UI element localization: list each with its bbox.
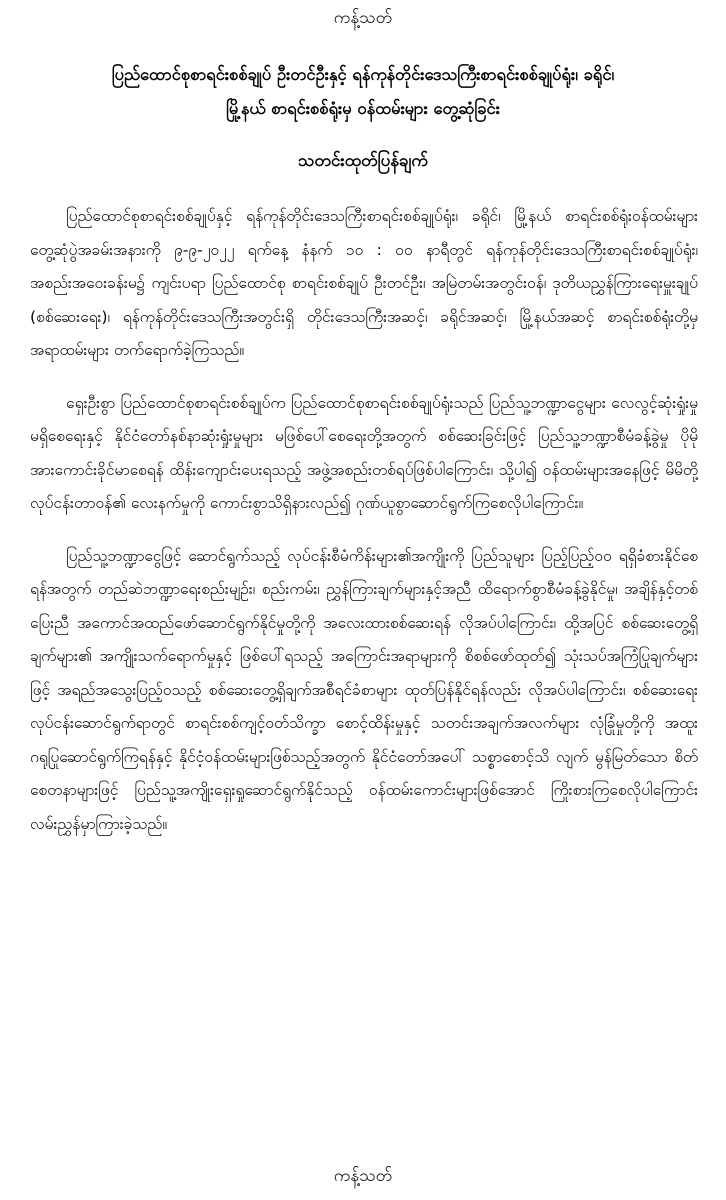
paragraph-3: ပြည်သူ့ဘဏ္ဍာငွေဖြင့် ဆောင်ရွက်သည့် လုပ်ငန်းစီမံကိန်းများ၏အကျိုးကို ပြည်သူများ ပြည့်ပြည့်ဝဝ ရရှိခံစားနိုင်စေရန်အတွက် တည်ဆဲဘဏ္ဍာရေးစည်းမျဉ်း၊ စည်းကမ်း၊ ညွှန်ကြားချက်များနှင့်အညီ ထိရောက်စွာစီမံခန့်ခွဲနိုင်မှု၊ အချိန်နှင့်တစ်ပြေးညီ အကောင်အထည်ဖော်ဆောင်ရွက်နိုင်မှုတို့ကို အလေးထားစစ်ဆေးရန် လိုအပ်ပါကြောင်း၊ ထို့အပြင် စစ်ဆေးတွေ့ရှိချက်များ၏ အကျိုးသက်ရောက်မှုနှင့် ဖြစ်ပေါ်ရသည့် အကြောင်းအရာများကို စိစစ်ဖော်ထုတ်၍ သုံးသပ်အကြံပြုချက်များဖြင့် အရည်အသွေးပြည့်ဝသည့် စစ်ဆေးတွေ့ရှိချက်အစီရင်ခံစာများ ထုတ်ပြန်နိုင်ရန်လည်း လိုအပ်ပါကြောင်း၊ စစ်ဆေးရေးလုပ်ငန်းဆောင်ရွက်ရာတွင် စာရင်းစစ်ကျင့်ဝတ်သိက္ခာ စောင့်ထိန်းမှုနှင့် သတင်းအချက်အလက်များ လုံခြုံမှုတို့ကို အထူးဂရုပြုဆောင်ရွက်ကြရန်နှင့် နိုင်ငံ့ဝန်ထမ်းများဖြစ်သည့်အတွက် နိုင်ငံတော်အပေါ် သစ္စာစောင့်သိ လျက် မွန်မြတ်သော စိတ်စေတနာများဖြင့် ပြည်သူ့အကျိုးရှေးရှုဆောင်ရွက်နိုင်သည့် ဝန်ထမ်းကောင်းများဖြစ်အောင် ကြိုးစားကြစေလိုပါကြောင်း လမ်းညွှန်မှာကြားခဲ့သည်။ — [30, 546, 698, 833]
document-body — [30, 200, 698, 860]
document-subtitle: သတင်းထုတ်ပြန်ချက် — [298, 151, 428, 171]
paragraph-2: ရှေးဦးစွာ ပြည်ထောင်စုစာရင်းစစ်ချုပ်က ပြည်ထောင်စုစာရင်းစစ်ချုပ်ရုံးသည် ပြည်သူ့ဘဏ္ဍာငွေများ လေလွင့်ဆုံးရှုံးမှုမရှိစေရေးနှင့် နိုင်ငံတော်နစ်နာဆုံးရှုံးမှုများ မဖြစ်ပေါ်စေရေးတို့အတွက် စစ်ဆေးခြင်းဖြင့် ပြည်သူ့ဘဏ္ဍာစီမံခန့်ခွဲမှု ပိုမိုအားကောင်းခိုင်မာစေရန် ထိန်းကျောင်းပေးရသည့် အဖွဲ့အစည်းတစ်ရပ်ဖြစ်ပါကြောင်း၊ သို့ပါ၍ ဝန်ထမ်းများအနေဖြင့် မိမိတို့လုပ်ငန်းတာဝန်၏ လေးနက်မှုကို ကောင်းစွာသိရှိနားလည်၍ ဂုဏ်ယူစွာဆောင်ရွက်ကြစေလိုပါကြောင်း။ — [30, 393, 698, 512]
paragraph-1: ပြည်ထောင်စုစာရင်းစစ်ချုပ်နှင့် ရန်ကုန်တိုင်းဒေသကြီးစာရင်းစစ်ချုပ်ရုံး၊ ခရိုင်၊ မြို့နယ် စာရင်းစစ်ရုံးဝန်ထမ်းများ တွေ့ဆုံပွဲအခမ်းအနားကို ၉-၉-၂၀၂၂ ရက်နေ့ နံနက် ၁၀ : ၀၀ နာရီတွင် ရန်ကုန်တိုင်းဒေသကြီးစာရင်းစစ်ချုပ်ရုံး၊ အစည်းအဝေးခန်းမ၌ ကျင်းပရာ ပြည်ထောင်စု စာရင်းစစ်ချုပ် ဦးတင်ဦး၊ အမြဲတမ်းအတွင်းဝန်၊ ဒုတိယညွှန်ကြားရေးမှူးချုပ် (စစ်ဆေးရေး)၊ ရန်ကုန်တိုင်းဒေသကြီးအတွင်းရှိ တိုင်းဒေသကြီးအဆင့်၊ ခရိုင်အဆင့်၊ မြို့နယ်အဆင့် စာရင်းစစ်ရုံးတို့မှ အရာထမ်းများ တက်ရောက်ခဲ့ကြသည်။ — [30, 207, 698, 359]
title-line-1: ပြည်ထောင်စုစာရင်းစစ်ချုပ် ဦးတင်ဦးနှင့် ရန်ကုန်တိုင်းဒေသကြီးစာရင်းစစ်ချုပ်ရုံး၊ ခရိုင်၊ — [111, 65, 615, 84]
title-line-2: မြို့နယ် စာရင်းစစ်ရုံးမှ ဝန်ထမ်းများ တွေ့ဆုံခြင်း — [226, 99, 500, 118]
restricted-mark-top: ကန့်သတ် — [333, 8, 393, 28]
restricted-mark-bottom: ကန့်သတ် — [333, 1166, 393, 1186]
document-title — [30, 58, 696, 126]
